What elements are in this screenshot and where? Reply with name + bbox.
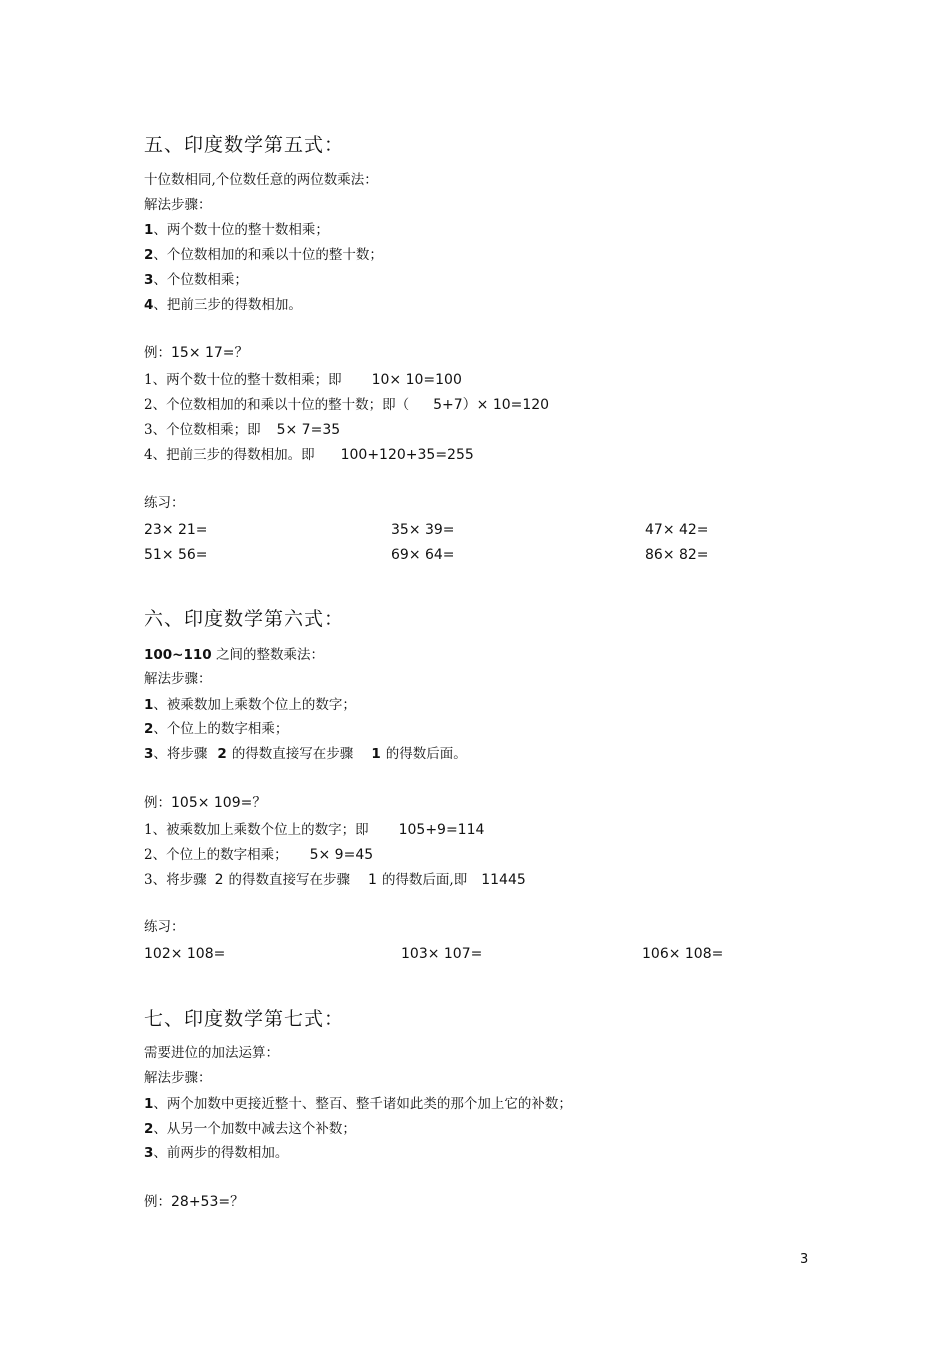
section-7-step-3: 3、前两步的得数相加。: [144, 1145, 289, 1161]
section-5-step-2: 2、个位数相加的和乘以十位的整十数；: [144, 247, 383, 263]
section-6-example-line-3: 3、将步骤 2 的得数直接写在步骤 1 的得数后面,即 11445: [144, 872, 526, 888]
practice-problem: 103× 107=: [401, 946, 483, 962]
section-5-example-line-1: 1、两个数十位的整十数相乘；即 10× 10=100: [144, 372, 462, 388]
section-5-step-4: 4、把前三步的得数相加。: [144, 297, 302, 313]
section-6-description: 100~110 之间的整数乘法：: [144, 647, 324, 663]
section-5-practice-label: 练习：: [144, 495, 185, 511]
section-5-step-3: 3、个位数相乘；: [144, 272, 248, 288]
section-5-description: 十位数相同,个位数任意的两位数乘法：: [144, 172, 378, 188]
section-6-example-line-2: 2、个位上的数字相乘； 5× 9=45: [144, 847, 374, 863]
section-5-step-1: 1、两个数十位的整十数相乘；: [144, 222, 329, 238]
section-6-practice-row: [144, 946, 784, 964]
section-7-steps-label: 解法步骤：: [144, 1070, 212, 1086]
section-5-example: 例：15× 17=？: [144, 345, 249, 361]
section-7-step-2: 2、从另一个加数中减去这个补数；: [144, 1121, 356, 1137]
section-6-step-2: 2、个位上的数字相乘；: [144, 721, 289, 737]
practice-problem: 23× 21=: [144, 522, 208, 538]
section-5-example-line-3: 3、个位数相乘；即 5× 7=35: [144, 422, 341, 438]
practice-problem: 35× 39=: [391, 522, 455, 538]
practice-problem: 47× 42=: [645, 522, 709, 538]
section-7-title: 七、印度数学第七式：: [144, 1008, 345, 1030]
section-7-example: 例：28+53=？: [144, 1194, 245, 1210]
section-7-step-1: 1、两个加数中更接近整十、整百、整千诸如此类的那个加上它的补数；: [144, 1096, 572, 1112]
section-6-steps-label: 解法步骤：: [144, 671, 212, 687]
section-6-practice-label: 练习：: [144, 919, 185, 935]
section-5-practice-row-2: [144, 547, 784, 565]
practice-problem: 102× 108=: [144, 946, 226, 962]
section-5-steps-label: 解法步骤：: [144, 197, 212, 213]
section-5-title: 五、印度数学第五式：: [144, 134, 345, 156]
section-5-example-line-4: 4、把前三步的得数相加。即 100+120+35=255: [144, 447, 474, 463]
practice-problem: 106× 108=: [642, 946, 724, 962]
section-6-step-3: 3、将步骤 2 的得数直接写在步骤 1 的得数后面。: [144, 746, 467, 762]
page-number: 3: [800, 1252, 809, 1267]
section-6-example-line-1: 1、被乘数加上乘数个位上的数字；即 105+9=114: [144, 822, 485, 838]
section-5-practice-row-1: [144, 522, 784, 540]
section-5-example-line-2: 2、个位数相加的和乘以十位的整十数；即（ 5+7）× 10=120: [144, 397, 550, 413]
section-6-step-1: 1、被乘数加上乘数个位上的数字；: [144, 697, 356, 713]
practice-problem: 51× 56=: [144, 547, 208, 563]
section-7-description: 需要进位的加法运算：: [144, 1045, 279, 1061]
section-6-title: 六、印度数学第六式：: [144, 608, 345, 630]
practice-problem: 86× 82=: [645, 547, 709, 563]
practice-problem: 69× 64=: [391, 547, 455, 563]
section-6-example: 例：105× 109=？: [144, 795, 267, 811]
